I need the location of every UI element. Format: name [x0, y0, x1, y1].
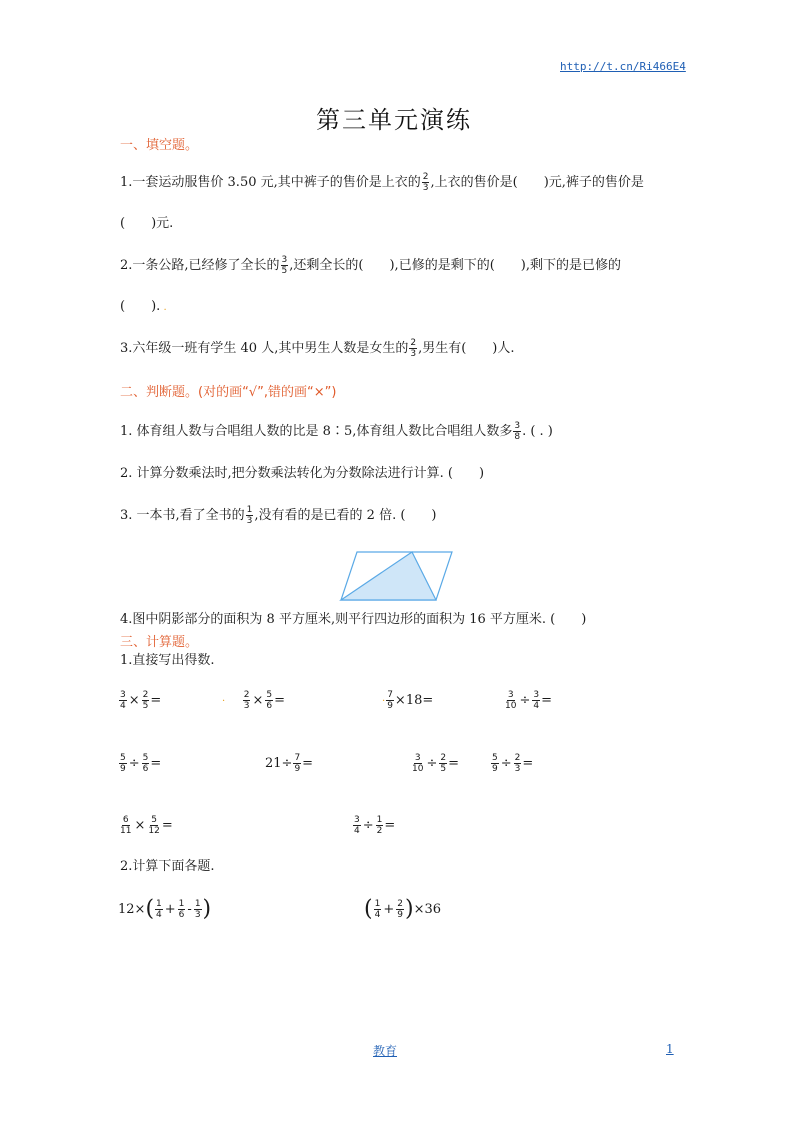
s2-q3-line	[120, 505, 436, 526]
calc-expression-2: ( $\frac{1}{4}$ + $\frac{2}{9}$ )×36	[364, 896, 441, 922]
s1-q2-fraction: $\frac{3}{5}$	[281, 255, 288, 276]
calc-item: $\frac{6}{11}$ × $\frac{5}{12}$ =	[120, 815, 173, 836]
s2-q3-text-a: 3. 一本书,看了全书的	[120, 508, 245, 523]
s2-q3-text-b: ,没有看的是已看的 2 倍. ( )	[254, 508, 437, 523]
s1-q2-line2	[120, 297, 167, 318]
decorative-dot: ·	[382, 696, 386, 707]
s2-q1-line	[120, 421, 553, 442]
parallelogram-figure	[336, 548, 458, 604]
calc-item: $\frac{5}{9}$ ÷ $\frac{5}{6}$ =	[120, 753, 162, 774]
section2-heading: 二、判断题。(对的画“√”,错的画“×”)	[120, 385, 337, 400]
s1-q2-text-c: ( ).	[120, 299, 161, 314]
calc-expression-1: 12×( $\frac{1}{4}$ + $\frac{1}{6}$ - $\frac{1}{3}$ )	[118, 896, 212, 922]
s1-q3-text-b: ,男生有( )人.	[418, 341, 515, 356]
calc-item: $\frac{3}{10}$ ÷ $\frac{2}{5}$ =	[412, 753, 459, 774]
section3-heading: 三、计算题。	[120, 635, 199, 650]
s1-q1-line2: ( )元.	[120, 216, 174, 231]
calc-item: 21÷ $\frac{7}{9}$ =	[265, 753, 314, 774]
s1-q1-text-b: ,上衣的售价是( )元,裤子的售价是	[430, 175, 644, 190]
decorative-dot: .	[160, 302, 167, 313]
s1-q1-fraction: $\frac{2}{3}$	[422, 172, 429, 193]
calc-item: $\frac{5}{9}$ ÷ $\frac{2}{3}$ =	[492, 753, 534, 774]
decorative-dot: ·	[222, 696, 226, 707]
footer-link[interactable]: 教育	[373, 1044, 398, 1058]
calc-item: $\frac{3}{4}$ ÷ $\frac{1}{2}$ =	[354, 815, 396, 836]
header-url-link[interactable]: http://t.cn/Ri466E4	[560, 60, 686, 73]
calc-item: · $\frac{2}{3}$ × $\frac{5}{6}$ =	[222, 690, 285, 711]
section1-heading: 一、填空题。	[120, 138, 199, 153]
page-title: 第三单元演练	[316, 106, 472, 134]
s1-q3-text-a: 3.六年级一班有学生 40 人,其中男生人数是女生的	[120, 341, 409, 356]
s1-q3-fraction: $\frac{2}{3}$	[410, 338, 417, 359]
s1-q1-text-a: 1.一套运动服售价 3.50 元,其中裤子的售价是上衣的	[120, 175, 421, 190]
s1-q2-text-a: 2.一条公路,已经修了全长的	[120, 258, 280, 273]
calc-item: · $\frac{7}{9}$ ×18=	[382, 690, 434, 711]
s2-q4-line: 4.图中阴影部分的面积为 8 平方厘米,则平行四边形的面积为 16 平方厘米. ( )	[120, 612, 587, 627]
s1-q1-line1	[120, 172, 644, 193]
s2-q1-fraction: $\frac{3}{8}$	[514, 421, 521, 442]
s3-sub1: 1.直接写出得数.	[120, 653, 215, 668]
calc-item: $\frac{3}{4}$ × $\frac{2}{5}$ =	[120, 690, 162, 711]
s3-sub2: 2.计算下面各题.	[120, 859, 215, 874]
s2-q1-text-b: . ( . )	[522, 424, 553, 439]
s1-q2-text-b: ,还剩全长的( ),已修的是剩下的( ),剩下的是已修的	[289, 258, 621, 273]
s2-q2-line: 2. 计算分数乘法时,把分数乘法转化为分数除法进行计算. ( )	[120, 466, 485, 481]
shaded-triangle	[341, 552, 436, 600]
s1-q2-line1	[120, 255, 621, 276]
s2-q3-fraction: $\frac{1}{3}$	[246, 505, 253, 526]
s2-q1-text-a: 1. 体育组人数与合唱组人数的比是 8∶5,体育组人数比合唱组人数多	[120, 424, 513, 439]
page-number: 1	[666, 1042, 674, 1056]
calc-item: $\frac{3}{10}$ ÷ $\frac{3}{4}$ =	[505, 690, 552, 711]
s1-q3-line	[120, 338, 515, 359]
